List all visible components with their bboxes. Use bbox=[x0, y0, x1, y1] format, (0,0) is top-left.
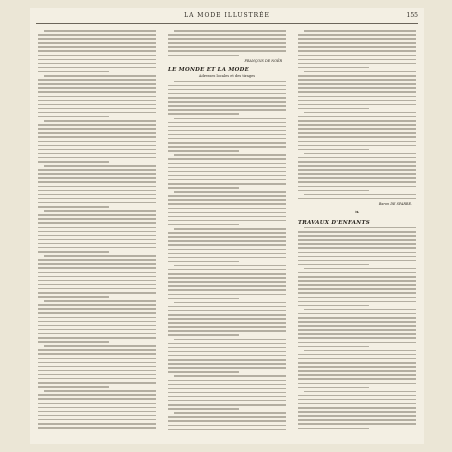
text-line bbox=[298, 342, 416, 344]
text-line bbox=[298, 198, 416, 200]
text-line bbox=[38, 378, 156, 380]
text-line bbox=[304, 112, 416, 114]
text-line bbox=[38, 194, 156, 196]
text-line bbox=[298, 329, 416, 331]
text-line bbox=[38, 34, 156, 36]
text-line bbox=[298, 75, 416, 77]
text-line bbox=[168, 34, 286, 36]
text-line bbox=[38, 132, 156, 134]
text-line bbox=[298, 186, 416, 188]
text-line bbox=[168, 363, 286, 365]
text-line bbox=[168, 138, 286, 140]
text-line bbox=[298, 46, 416, 48]
text-line bbox=[298, 247, 416, 249]
text-line bbox=[168, 244, 286, 246]
text-line bbox=[38, 214, 156, 216]
text-line bbox=[38, 427, 156, 429]
text-line bbox=[168, 212, 286, 214]
text-line bbox=[298, 415, 416, 417]
text-line bbox=[168, 195, 286, 197]
text-line bbox=[168, 109, 286, 111]
text-line bbox=[174, 302, 286, 304]
text-line bbox=[168, 253, 286, 255]
text-line bbox=[38, 136, 156, 138]
column2-signature: FRANÇOIS DE NOËR bbox=[244, 58, 282, 63]
text-line bbox=[298, 79, 416, 81]
text-line bbox=[168, 187, 239, 189]
text-line bbox=[168, 326, 286, 328]
text-line bbox=[298, 428, 369, 430]
text-line bbox=[38, 157, 156, 159]
text-line bbox=[168, 384, 286, 386]
text-line bbox=[168, 224, 239, 226]
text-line bbox=[38, 398, 156, 400]
text-line bbox=[38, 276, 156, 278]
page-header-title: LA MODE ILLUSTRÉE bbox=[184, 12, 270, 19]
text-line bbox=[168, 416, 286, 418]
text-line bbox=[298, 321, 416, 323]
text-line bbox=[168, 236, 286, 238]
text-line bbox=[298, 301, 416, 303]
text-line bbox=[174, 265, 286, 267]
text-line bbox=[168, 396, 286, 398]
text-line bbox=[168, 113, 239, 115]
text-line bbox=[168, 351, 286, 353]
text-line bbox=[168, 208, 286, 210]
text-line bbox=[168, 314, 286, 316]
text-line bbox=[298, 239, 416, 241]
text-column-2 bbox=[168, 30, 286, 440]
text-line bbox=[168, 179, 286, 181]
text-line bbox=[304, 391, 416, 393]
text-line bbox=[168, 42, 286, 44]
text-line bbox=[304, 30, 416, 32]
text-line bbox=[38, 38, 156, 40]
text-line bbox=[298, 411, 416, 413]
text-line bbox=[298, 333, 416, 335]
text-line bbox=[298, 370, 416, 372]
text-line bbox=[298, 161, 416, 163]
text-line bbox=[38, 161, 109, 163]
text-line bbox=[38, 321, 156, 323]
text-line bbox=[168, 175, 286, 177]
text-line bbox=[168, 347, 286, 349]
text-line bbox=[168, 203, 286, 205]
text-line bbox=[298, 305, 369, 307]
text-line bbox=[38, 259, 156, 261]
text-line bbox=[38, 394, 156, 396]
text-line bbox=[304, 309, 416, 311]
text-line bbox=[168, 330, 286, 332]
text-line bbox=[174, 228, 286, 230]
text-line bbox=[168, 50, 286, 52]
text-line bbox=[298, 87, 416, 89]
text-line bbox=[38, 263, 156, 265]
text-line bbox=[38, 59, 156, 61]
text-line bbox=[298, 231, 416, 233]
text-line bbox=[168, 55, 239, 57]
text-line bbox=[174, 375, 286, 377]
text-line bbox=[168, 126, 286, 128]
text-line bbox=[174, 118, 286, 120]
text-line bbox=[38, 325, 156, 327]
text-line bbox=[298, 292, 416, 294]
text-line bbox=[38, 42, 156, 44]
text-line bbox=[168, 101, 286, 103]
text-line bbox=[38, 218, 156, 220]
text-line bbox=[38, 370, 156, 372]
text-line bbox=[304, 350, 416, 352]
text-line bbox=[38, 337, 156, 339]
text-line bbox=[168, 269, 286, 271]
text-line bbox=[168, 294, 286, 296]
text-line bbox=[38, 386, 109, 388]
text-line bbox=[304, 268, 416, 270]
text-line bbox=[44, 120, 156, 122]
text-line bbox=[38, 128, 156, 130]
text-line bbox=[298, 378, 416, 380]
text-line bbox=[38, 235, 156, 237]
text-line bbox=[298, 403, 416, 405]
text-line bbox=[168, 38, 286, 40]
text-line bbox=[304, 153, 416, 155]
text-line bbox=[298, 83, 416, 85]
text-line bbox=[298, 362, 416, 364]
text-line bbox=[298, 317, 416, 319]
text-line bbox=[38, 403, 156, 405]
text-line bbox=[38, 284, 156, 286]
text-column-3 bbox=[298, 30, 416, 440]
text-line bbox=[168, 261, 239, 263]
text-line bbox=[298, 91, 416, 93]
text-line bbox=[168, 392, 286, 394]
text-line bbox=[38, 382, 156, 384]
text-line bbox=[38, 141, 156, 143]
text-line bbox=[38, 227, 156, 229]
text-line bbox=[298, 38, 416, 40]
text-line bbox=[304, 194, 416, 196]
text-line bbox=[174, 339, 286, 341]
text-line bbox=[298, 313, 416, 315]
text-line bbox=[298, 366, 416, 368]
ornament-divider: ❧ bbox=[354, 208, 360, 216]
text-line bbox=[174, 81, 286, 83]
text-line bbox=[168, 289, 286, 291]
text-line bbox=[38, 243, 156, 245]
text-line bbox=[38, 50, 156, 52]
text-line bbox=[38, 288, 156, 290]
text-line bbox=[38, 206, 109, 208]
text-line bbox=[38, 55, 156, 57]
text-line bbox=[38, 108, 156, 110]
text-line bbox=[298, 165, 416, 167]
text-line bbox=[298, 358, 416, 360]
text-line bbox=[44, 390, 156, 392]
text-line bbox=[38, 407, 156, 409]
text-line bbox=[38, 87, 156, 89]
text-line bbox=[168, 220, 286, 222]
text-line bbox=[298, 96, 416, 98]
text-line bbox=[298, 407, 416, 409]
text-line bbox=[168, 130, 286, 132]
text-line bbox=[304, 227, 416, 229]
text-line bbox=[44, 300, 156, 302]
text-line bbox=[44, 255, 156, 257]
text-line bbox=[168, 298, 239, 300]
text-line bbox=[38, 415, 156, 417]
text-line bbox=[168, 322, 286, 324]
text-line bbox=[168, 425, 286, 427]
text-line bbox=[298, 387, 369, 389]
text-line bbox=[38, 71, 109, 73]
text-line bbox=[168, 359, 286, 361]
text-line bbox=[168, 257, 286, 259]
text-line bbox=[38, 362, 156, 364]
text-line bbox=[168, 420, 286, 422]
text-line bbox=[298, 256, 416, 258]
text-line bbox=[38, 239, 156, 241]
text-line bbox=[168, 171, 286, 173]
text-line bbox=[38, 96, 156, 98]
text-line bbox=[168, 273, 286, 275]
text-line bbox=[38, 312, 156, 314]
text-line bbox=[174, 412, 286, 414]
text-line bbox=[38, 67, 156, 69]
column3-signature: Baron DE SPARRE. bbox=[378, 201, 412, 206]
text-line bbox=[38, 149, 156, 151]
text-line bbox=[298, 124, 416, 126]
header-rule bbox=[36, 23, 418, 24]
text-line bbox=[298, 383, 416, 385]
text-line bbox=[38, 341, 109, 343]
text-line bbox=[38, 79, 156, 81]
text-line bbox=[38, 272, 156, 274]
text-line bbox=[298, 264, 369, 266]
text-line bbox=[168, 134, 286, 136]
text-line bbox=[168, 334, 239, 336]
text-line bbox=[38, 46, 156, 48]
text-line bbox=[174, 154, 286, 156]
text-line bbox=[168, 277, 286, 279]
text-line bbox=[38, 304, 156, 306]
text-line bbox=[168, 240, 286, 242]
text-line bbox=[38, 366, 156, 368]
text-line bbox=[168, 285, 286, 287]
text-line bbox=[44, 165, 156, 167]
text-line bbox=[38, 190, 156, 192]
text-line bbox=[38, 247, 156, 249]
text-line bbox=[298, 120, 416, 122]
text-line bbox=[298, 149, 369, 151]
text-line bbox=[44, 75, 156, 77]
text-line bbox=[298, 354, 416, 356]
text-line bbox=[298, 276, 416, 278]
text-line bbox=[298, 42, 416, 44]
text-line bbox=[38, 222, 156, 224]
text-line bbox=[174, 30, 286, 32]
text-line bbox=[298, 173, 416, 175]
text-line bbox=[38, 177, 156, 179]
text-line bbox=[168, 404, 286, 406]
text-line bbox=[298, 169, 416, 171]
text-line bbox=[168, 89, 286, 91]
text-line bbox=[168, 281, 286, 283]
text-line bbox=[298, 177, 416, 179]
text-line bbox=[298, 337, 416, 339]
text-line bbox=[298, 67, 369, 69]
text-line bbox=[44, 210, 156, 212]
text-line bbox=[298, 272, 416, 274]
text-line bbox=[304, 71, 416, 73]
text-line bbox=[298, 374, 416, 376]
text-line bbox=[298, 252, 416, 254]
text-line bbox=[38, 358, 156, 360]
text-line bbox=[298, 419, 416, 421]
text-line bbox=[298, 108, 369, 110]
text-line bbox=[298, 50, 416, 52]
text-line bbox=[168, 158, 286, 160]
text-line bbox=[298, 116, 416, 118]
text-line bbox=[298, 63, 416, 65]
text-line bbox=[44, 345, 156, 347]
text-line bbox=[38, 91, 156, 93]
text-line bbox=[298, 280, 416, 282]
text-line bbox=[168, 388, 286, 390]
text-line bbox=[174, 191, 286, 193]
text-line bbox=[168, 46, 286, 48]
text-line bbox=[38, 145, 156, 147]
text-line bbox=[38, 116, 109, 118]
text-column-1 bbox=[38, 30, 156, 440]
text-line bbox=[298, 104, 416, 106]
text-line bbox=[38, 296, 109, 298]
page-header bbox=[30, 10, 424, 22]
text-line bbox=[298, 157, 416, 159]
text-line bbox=[38, 374, 156, 376]
text-line bbox=[168, 371, 239, 373]
text-line bbox=[298, 297, 416, 299]
text-line bbox=[298, 395, 416, 397]
text-line bbox=[38, 83, 156, 85]
text-line bbox=[38, 63, 156, 65]
text-line bbox=[38, 100, 156, 102]
text-line bbox=[298, 243, 416, 245]
text-line bbox=[38, 198, 156, 200]
text-line bbox=[298, 288, 416, 290]
text-line bbox=[38, 202, 156, 204]
text-line bbox=[38, 308, 156, 310]
text-line bbox=[38, 231, 156, 233]
section-title: TRAVAUX D'ENFANTS bbox=[298, 219, 370, 226]
text-line bbox=[298, 100, 416, 102]
text-line bbox=[38, 353, 156, 355]
text-line bbox=[168, 429, 286, 431]
text-line bbox=[38, 333, 156, 335]
text-line bbox=[168, 400, 286, 402]
text-line bbox=[38, 419, 156, 421]
text-line bbox=[38, 124, 156, 126]
text-line bbox=[168, 232, 286, 234]
text-line bbox=[38, 173, 156, 175]
text-line bbox=[168, 105, 286, 107]
text-line bbox=[298, 55, 416, 57]
text-line bbox=[298, 34, 416, 36]
page-number: 155 bbox=[406, 12, 418, 19]
text-line bbox=[38, 292, 156, 294]
text-line bbox=[38, 329, 156, 331]
text-line bbox=[38, 349, 156, 351]
text-line bbox=[168, 122, 286, 124]
text-line bbox=[168, 167, 286, 169]
text-line bbox=[298, 141, 416, 143]
text-line bbox=[298, 423, 416, 425]
text-line bbox=[298, 145, 416, 147]
text-line bbox=[298, 128, 416, 130]
text-line bbox=[38, 280, 156, 282]
text-line bbox=[298, 136, 416, 138]
text-line bbox=[168, 380, 286, 382]
text-line bbox=[168, 216, 286, 218]
article-title: LE MONDE ET LA MODE bbox=[168, 66, 250, 73]
text-line bbox=[38, 181, 156, 183]
text-line bbox=[168, 163, 286, 165]
text-line bbox=[298, 399, 416, 401]
text-line bbox=[44, 30, 156, 32]
text-line bbox=[168, 97, 286, 99]
text-line bbox=[168, 367, 286, 369]
text-line bbox=[168, 318, 286, 320]
text-line bbox=[298, 235, 416, 237]
text-line bbox=[38, 267, 156, 269]
article-subtitle: Adresses locales et des tirages bbox=[198, 73, 256, 78]
text-line bbox=[168, 183, 286, 185]
text-line bbox=[298, 260, 416, 262]
text-line bbox=[38, 169, 156, 171]
text-line bbox=[168, 343, 286, 345]
text-line bbox=[38, 153, 156, 155]
text-line bbox=[298, 132, 416, 134]
text-line bbox=[298, 284, 416, 286]
text-line bbox=[168, 93, 286, 95]
text-line bbox=[298, 325, 416, 327]
text-line bbox=[38, 186, 156, 188]
text-line bbox=[38, 411, 156, 413]
text-line bbox=[38, 112, 156, 114]
text-line bbox=[168, 85, 286, 87]
text-line bbox=[168, 199, 286, 201]
text-line bbox=[168, 355, 286, 357]
text-line bbox=[168, 408, 239, 410]
text-line bbox=[38, 423, 156, 425]
text-line bbox=[168, 150, 239, 152]
text-line bbox=[298, 181, 416, 183]
text-line bbox=[168, 142, 286, 144]
text-line bbox=[168, 146, 286, 148]
text-line bbox=[168, 249, 286, 251]
text-line bbox=[298, 346, 369, 348]
text-line bbox=[38, 104, 156, 106]
newspaper-page bbox=[30, 8, 424, 444]
text-line bbox=[38, 251, 109, 253]
text-line bbox=[168, 310, 286, 312]
text-line bbox=[298, 190, 369, 192]
text-line bbox=[298, 59, 416, 61]
text-line bbox=[38, 317, 156, 319]
text-line bbox=[168, 306, 286, 308]
